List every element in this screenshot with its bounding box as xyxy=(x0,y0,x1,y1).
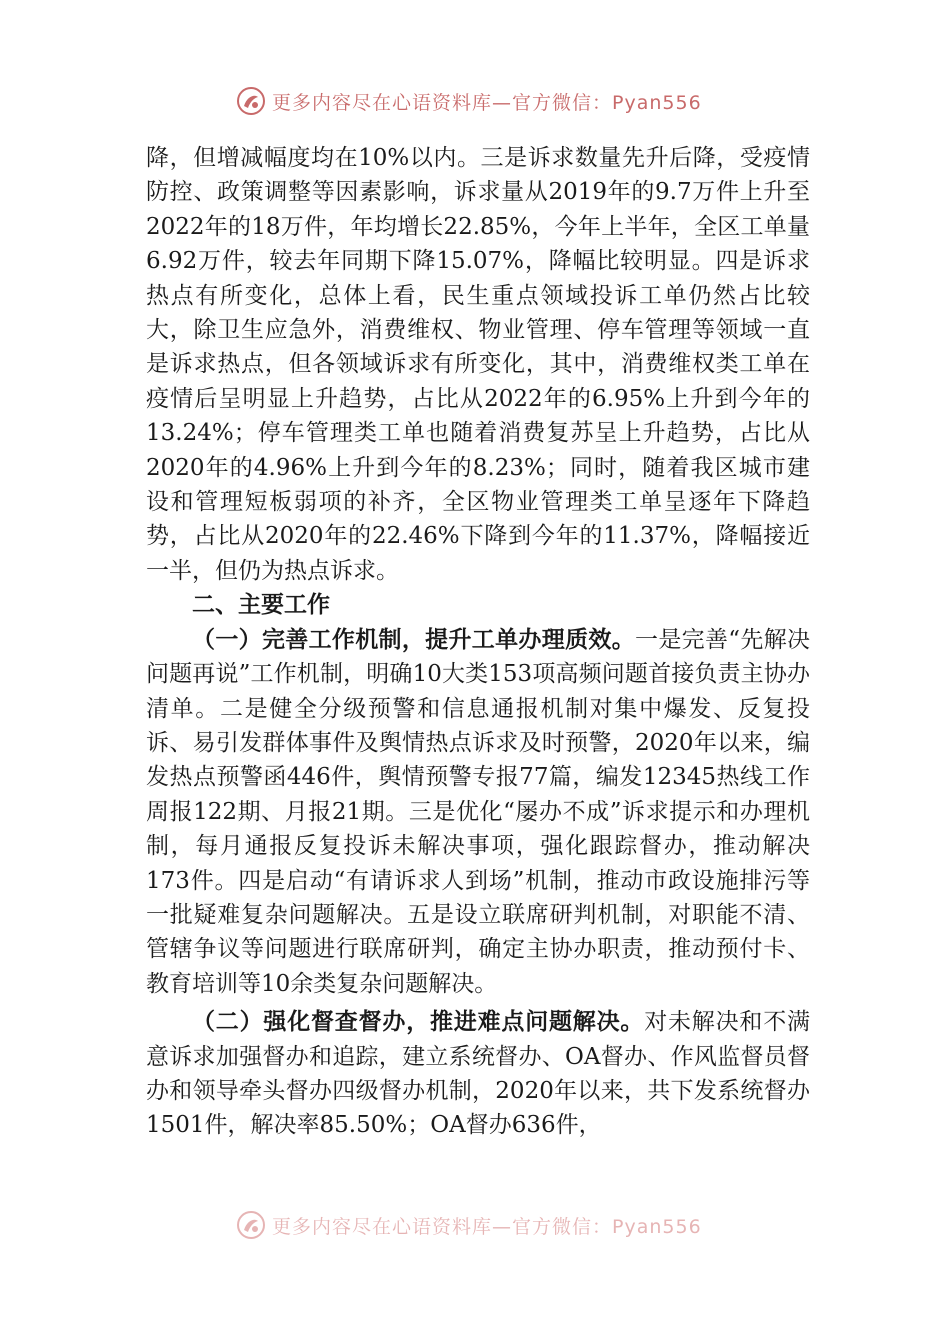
paragraph-supervision xyxy=(146,1005,810,1143)
subsection-title-mechanism: （一）完善工作机制，提升工单办理质效。 xyxy=(192,625,636,653)
watermark-logo-icon xyxy=(236,86,266,116)
section-heading-main-work: 二、主要工作 xyxy=(192,592,330,619)
watermark-logo-icon xyxy=(236,1210,266,1240)
watermark-footer-text: 更多内容尽在心语资料库—官方微信：Pyan556 xyxy=(272,1215,702,1238)
watermark-header-text: 更多内容尽在心语资料库—官方微信：Pyan556 xyxy=(272,91,702,114)
paragraph-hotspots: 降，但增减幅度均在10%以内。三是诉求数量先升后降，受疫情防控、政策调整等因素影响，诉求量从2019年的9.7万件上升至2022年的18万件，年均增长22.85%，今年上半年，全区工单量6.92万件，较去年同期下降15.07%，降幅比较明显。四是诉求热点有所变化，总体上看，民生重点领域投诉工单仍然占比较大，除卫生应急外，消费维权、物业管理、停车管理等领域一直是诉求热点，但各领域诉求有所变化，其中，消费维权类工单在疫情后呈明显上升趋势，占比从2022年的6.95%上升到今年的13.24%；停车管理类工单也随着消费复苏呈上升趋势，占比从2020年的4.96%上升到今年的8.23%；同时，随着我区城市建设和管理短板弱项的补齐，全区物业管理类工单呈逐年下降趋势，占比从2020年的22.46%下降到今年的11.37%，降幅接近一半，但仍为热点诉求。 xyxy=(146,145,810,584)
paragraph-mechanism xyxy=(146,623,810,1001)
watermark-header xyxy=(236,86,702,116)
subsection-title-supervision: （二）强化督查督办，推进难点问题解决。 xyxy=(192,1008,645,1036)
subsection-text-supervision: 对未解决和不满意诉求加强督办和追踪，建立系统督办、OA督办、作风监督员督办和领导牵头督办四级督办机制，2020年以来，共下发系统督办1501件，解决率85.50%；OA督办636件， xyxy=(146,1009,811,1139)
subsection-text-mechanism: 一是完善“先解决问题再说”工作机制，明确10大类153项高频问题首接负责主协办清单。二是健全分级预警和信息通报机制对集中爆发、反复投诉、易引发群体事件及舆情热点诉求及时预警，2020年以来，编发热点预警函446件，舆情预警专报77篇，编发12345热线工作周报122期、月报21期。三是优化“屡办不成”诉求提示和办理机制，每月通报反复投诉未解决事项，强化跟踪督办，推动解决173件。四是启动“有请诉求人到场”机制，推动市政设施排污等一批疑难复杂问题解决。五是设立联席研判机制，对职能不清、管辖争议等问题进行联席研判，确定主协办职责，推动预付卡、教育培训等10余类复杂问题解决。 xyxy=(146,626,811,997)
document-body xyxy=(146,141,810,1143)
watermark-footer xyxy=(236,1210,702,1240)
